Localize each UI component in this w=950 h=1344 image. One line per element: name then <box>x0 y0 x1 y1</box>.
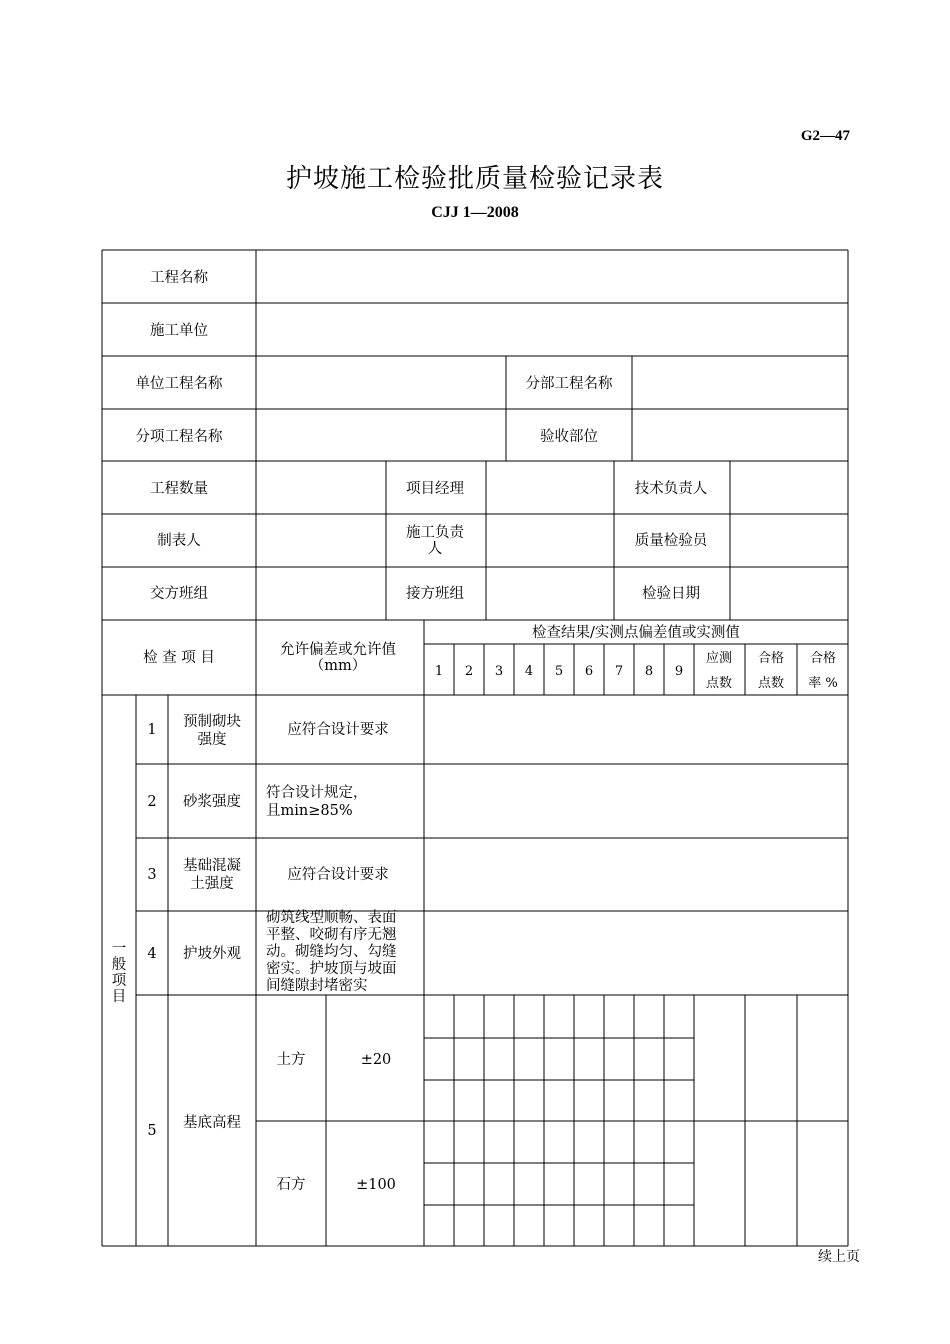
item-2-name: 砂浆强度 <box>183 794 241 810</box>
header-should-measure-2: 点数 <box>705 676 733 691</box>
table-labels <box>112 269 838 1193</box>
item-1-name-2: 强度 <box>197 732 227 748</box>
general-items-label-3: 项 <box>111 973 127 989</box>
item-1-requirement: 应符合设计要求 <box>287 722 389 738</box>
label-construction-lead: 施工负责 <box>406 525 464 541</box>
label-tabulator: 制表人 <box>157 533 201 549</box>
item-5-name: 基底高程 <box>183 1115 241 1131</box>
item-2-no: 2 <box>147 794 157 810</box>
label-item-project: 分项工程名称 <box>135 429 223 445</box>
point-number-4: 4 <box>524 664 534 679</box>
general-items-label-4: 目 <box>111 989 127 1005</box>
item-4-requirement: 砌筑线型顺畅、表面 <box>266 910 397 926</box>
item-4-requirement-5: 间缝隙封堵密实 <box>266 978 368 994</box>
label-project-name: 工程名称 <box>150 270 208 286</box>
label-handover-team: 交方班组 <box>150 586 208 602</box>
item-4-requirement-3: 动。砌缝均匀、勾缝 <box>266 944 397 960</box>
header-tolerance-unit: （mm） <box>309 658 367 674</box>
label-unit-project: 单位工程名称 <box>135 376 223 392</box>
item-5-sub-2-value: ±100 <box>356 1177 396 1193</box>
label-receiving-team: 接方班组 <box>406 586 464 602</box>
header-should-measure: 应测 <box>705 651 733 666</box>
item-1-name: 预制砌块 <box>183 714 241 730</box>
label-sub-project: 分部工程名称 <box>525 376 613 392</box>
item-5-sub-2-label: 石方 <box>276 1177 306 1193</box>
point-number-1: 1 <box>434 664 444 679</box>
header-qualified-rate-2: 率 % <box>808 676 838 691</box>
header-check-item: 检 查 项 目 <box>143 650 215 666</box>
item-5-sub-1-label: 土方 <box>276 1052 306 1068</box>
item-2-requirement-2: 且min≥85% <box>266 803 353 819</box>
general-items-label-1: 一 <box>111 941 127 957</box>
label-quantity: 工程数量 <box>150 481 208 497</box>
item-4-no: 4 <box>147 946 157 962</box>
point-number-9: 9 <box>674 664 684 679</box>
item-1-no: 1 <box>147 722 157 738</box>
label-quality-inspector: 质量检验员 <box>634 533 708 549</box>
item-2-requirement: 符合设计规定， <box>266 785 368 801</box>
item-3-no: 3 <box>147 867 157 883</box>
label-tech-lead: 技术负责人 <box>634 481 708 497</box>
point-number-headers <box>435 664 683 679</box>
item-3-requirement: 应符合设计要求 <box>287 867 389 883</box>
item-4-requirement-4: 密实。护坡顶与坡面 <box>266 961 397 977</box>
label-construction-lead-cont: 人 <box>427 541 443 557</box>
form-code: G2—47 <box>800 128 850 144</box>
point-number-6: 6 <box>584 664 594 679</box>
header-qualified-points: 合格 <box>757 651 785 666</box>
label-contractor: 施工单位 <box>150 323 208 339</box>
point-number-5: 5 <box>554 664 564 679</box>
point-number-7: 7 <box>614 664 624 679</box>
continued-note: 续上页 <box>818 1249 860 1265</box>
point-number-8: 8 <box>644 664 654 679</box>
form-title: 护坡施工检验批质量检验记录表 <box>285 164 664 194</box>
label-inspection-date: 检验日期 <box>642 586 700 602</box>
general-items-label-2: 般 <box>111 957 127 973</box>
item-3-name-2: 土强度 <box>190 876 234 892</box>
header-qualified-rate: 合格 <box>809 651 837 666</box>
item-3-name: 基础混凝 <box>183 858 241 874</box>
label-project-manager: 项目经理 <box>406 481 464 497</box>
header-results: 检查结果/实测点偏差值或实测值 <box>532 625 740 641</box>
item-5-no: 5 <box>147 1123 157 1139</box>
point-number-3: 3 <box>494 664 504 679</box>
table-grid <box>102 250 848 1246</box>
item-5-sub-1-value: ±20 <box>360 1052 392 1068</box>
label-acceptance-part: 验收部位 <box>540 429 598 445</box>
header-tolerance: 允许偏差或允许值 <box>280 642 396 658</box>
item-4-requirement-2: 平整、咬砌有序无翘 <box>266 927 397 943</box>
standard-code: CJJ 1—2008 <box>431 204 519 221</box>
point-number-2: 2 <box>464 664 474 679</box>
header-qualified-points-2: 点数 <box>757 676 785 691</box>
item-4-name: 护坡外观 <box>183 946 241 962</box>
